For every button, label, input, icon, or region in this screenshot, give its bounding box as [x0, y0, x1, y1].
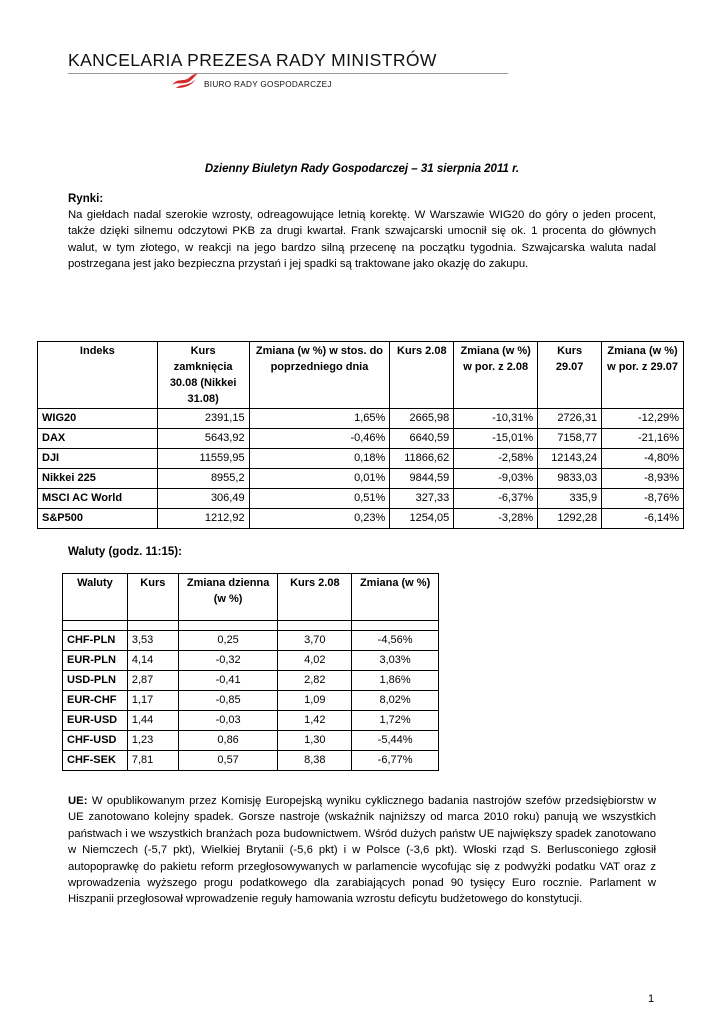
table-cell: -0,46%	[249, 429, 390, 449]
table-cell: USD-PLN	[63, 671, 128, 691]
waluty-heading: Waluty (godz. 11:15):	[68, 546, 182, 558]
header-subtitle: BIURO RADY GOSPODARCZEJ	[204, 80, 332, 89]
table-cell: EUR-CHF	[63, 691, 128, 711]
table-cell: 11559,95	[157, 449, 249, 469]
table-cell: 1,30	[278, 731, 352, 751]
table-cell: -5,44%	[352, 731, 439, 751]
spacer-row	[63, 621, 439, 631]
rynki-paragraph: Na giełdach nadal szerokie wzrosty, odreagowujące letnią korektę. W Warszawie WIG20 do góry o jeden procent, także dzięki silnemu odczytowi PKB za drugi kwartał. Frank szwajcarski umocnił się ok. 1 procenta do głównych walut, w tym złotego, w reakcji na jego bardzo silną przecenę na początku tygodnia. Szwajcarska waluta nadal postrzegana jest jako bezpieczna przystań i jej spadki są traktowane jako okazję do zakupu.	[68, 209, 656, 271]
header-rule	[68, 73, 508, 74]
table-cell: 7158,77	[538, 429, 602, 449]
table-cell: EUR-USD	[63, 711, 128, 731]
table-cell: 0,25	[178, 631, 278, 651]
table-cell: 1,42	[278, 711, 352, 731]
table-row	[63, 731, 439, 751]
table-cell: 3,03%	[352, 651, 439, 671]
table-cell: -2,58%	[454, 449, 538, 469]
page-number: 1	[648, 993, 655, 1005]
table-cell: 0,51%	[249, 489, 390, 509]
table-cell: -0,03	[178, 711, 278, 731]
header-cell: Zmiana (w %) w por. z 2.08	[454, 342, 538, 409]
ue-paragraph	[68, 793, 656, 908]
table-cell: 0,01%	[249, 469, 390, 489]
table-cell: S&P500	[38, 509, 158, 529]
table-cell: DAX	[38, 429, 158, 449]
table-cell: -21,16%	[602, 429, 684, 449]
table-row	[63, 751, 439, 771]
header-cell: Zmiana dzienna (w %)	[178, 574, 278, 621]
table-row	[63, 631, 439, 651]
table-cell: 306,49	[157, 489, 249, 509]
table-cell: 2,87	[127, 671, 178, 691]
table-cell: -8,76%	[602, 489, 684, 509]
table-cell: -0,32	[178, 651, 278, 671]
table-cell: 9844,59	[390, 469, 454, 489]
table-cell: -10,31%	[454, 409, 538, 429]
table-cell: -6,77%	[352, 751, 439, 771]
table-cell: -8,93%	[602, 469, 684, 489]
header-cell: Zmiana (w %) w stos. do poprzedniego dnia	[249, 342, 390, 409]
header-cell: Kurs	[127, 574, 178, 621]
table-cell: -12,29%	[602, 409, 684, 429]
header-cell: Kurs zamknięcia 30.08 (Nikkei 31.08)	[157, 342, 249, 409]
table-row	[38, 509, 684, 529]
table-cell: 8,38	[278, 751, 352, 771]
ue-label: UE:	[68, 795, 88, 807]
table-row	[63, 691, 439, 711]
indices-table	[37, 341, 684, 529]
table-cell: 3,53	[127, 631, 178, 651]
table-cell: 1,86%	[352, 671, 439, 691]
table-cell: 0,57	[178, 751, 278, 771]
table-cell: 2,82	[278, 671, 352, 691]
header-cell: Kurs 2.08	[278, 574, 352, 621]
table-cell: -0,41	[178, 671, 278, 691]
table-cell: -15,01%	[454, 429, 538, 449]
table-cell: -9,03%	[454, 469, 538, 489]
table-cell: 1,17	[127, 691, 178, 711]
header-cell: Waluty	[63, 574, 128, 621]
header-cell: Indeks	[38, 342, 158, 409]
table-cell: 0,18%	[249, 449, 390, 469]
table-cell: EUR-PLN	[63, 651, 128, 671]
table-cell: 2665,98	[390, 409, 454, 429]
header-cell: Zmiana (w %) w por. z 29.07	[602, 342, 684, 409]
indices-header-row	[38, 342, 684, 409]
table-cell: 1292,28	[538, 509, 602, 529]
header-cell: Kurs 29.07	[538, 342, 602, 409]
table-cell: 5643,92	[157, 429, 249, 449]
table-cell: 1,72%	[352, 711, 439, 731]
flag-logo-icon	[170, 73, 200, 89]
table-cell: 2726,31	[538, 409, 602, 429]
table-cell: -4,80%	[602, 449, 684, 469]
currency-header-row	[63, 574, 439, 621]
table-row	[63, 711, 439, 731]
table-cell: DJI	[38, 449, 158, 469]
header-title: KANCELARIA PREZESA RADY MINISTRÓW	[68, 50, 437, 70]
table-row	[38, 469, 684, 489]
table-cell: 6640,59	[390, 429, 454, 449]
table-cell: 1,23	[127, 731, 178, 751]
table-cell: 0,86	[178, 731, 278, 751]
table-cell: 2391,15	[157, 409, 249, 429]
table-cell: CHF-USD	[63, 731, 128, 751]
table-row	[63, 671, 439, 691]
header-cell: Kurs 2.08	[390, 342, 454, 409]
ue-text: W opublikowanym przez Komisję Europejską wyniku cyklicznego badania nastrojów szefów przedsiębiorstw w UE zanotowano kolejny spadek. Gorsze nastroje (wskaźnik najniższy od marca 2010 roku) panują we wszystkich państwach i we wszystkich branżach poza budownictwem. Wśród dużych państw UE największy spadek zanotowano w Niemczech (-5,7 pkt), Wielkiej Brytanii (-5,6 pkt) i w Polsce (-3,6 pkt). Włoski rząd S. Berlusconiego zgłosił autopoprawkę do pakietu reform przegłosowywanych w parlamencie wycofując się z podwyżki podatku VAT oraz z wprowadzenia wyższego progu podatkowego dla zarabiających ponad 90 tysięcy Euro rocznie. Parlament w Hiszpanii przegłosował wprowadzenie reguły hamowania wzrostu deficytu budżetowego do konstytucji.	[68, 795, 657, 906]
table-cell: -4,56%	[352, 631, 439, 651]
table-cell: MSCI AC World	[38, 489, 158, 509]
table-cell: 4,14	[127, 651, 178, 671]
rynki-heading: Rynki:	[68, 193, 104, 205]
table-cell: -6,37%	[454, 489, 538, 509]
currency-table	[62, 573, 439, 771]
table-cell: 3,70	[278, 631, 352, 651]
table-cell: 1254,05	[390, 509, 454, 529]
table-cell: 1212,92	[157, 509, 249, 529]
table-cell: 9833,03	[538, 469, 602, 489]
table-row	[38, 409, 684, 429]
table-row	[63, 651, 439, 671]
table-cell: 8955,2	[157, 469, 249, 489]
table-cell: -0,85	[178, 691, 278, 711]
table-cell: CHF-PLN	[63, 631, 128, 651]
table-row	[38, 429, 684, 449]
table-cell: CHF-SEK	[63, 751, 128, 771]
table-cell: 4,02	[278, 651, 352, 671]
table-cell: 335,9	[538, 489, 602, 509]
table-cell: 327,33	[390, 489, 454, 509]
table-cell: WIG20	[38, 409, 158, 429]
table-row	[38, 449, 684, 469]
table-cell: Nikkei 225	[38, 469, 158, 489]
table-cell: 11866,62	[390, 449, 454, 469]
document-title: Dzienny Biuletyn Rady Gospodarczej – 31 sierpnia 2011 r.	[204, 163, 520, 175]
table-cell: 7,81	[127, 751, 178, 771]
table-cell: 0,23%	[249, 509, 390, 529]
table-cell: 1,09	[278, 691, 352, 711]
table-row	[38, 489, 684, 509]
table-cell: -6,14%	[602, 509, 684, 529]
table-cell: 8,02%	[352, 691, 439, 711]
table-cell: 1,65%	[249, 409, 390, 429]
table-cell: 1,44	[127, 711, 178, 731]
header-cell: Zmiana (w %)	[352, 574, 439, 621]
table-cell: 12143,24	[538, 449, 602, 469]
table-cell: -3,28%	[454, 509, 538, 529]
